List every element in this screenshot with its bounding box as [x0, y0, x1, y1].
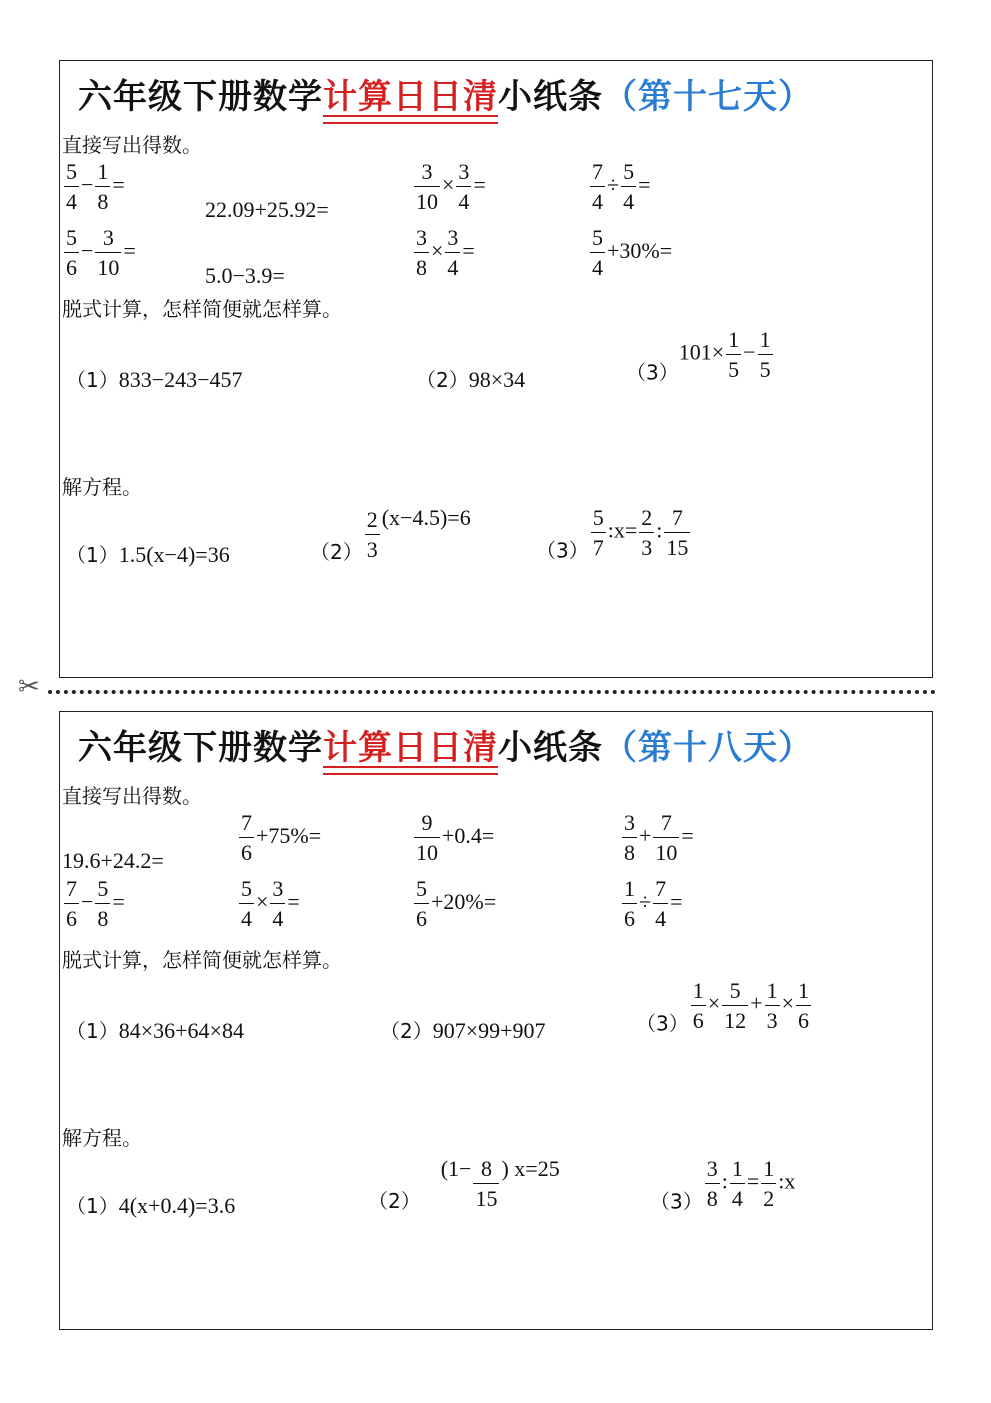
cut-line — [48, 690, 936, 694]
direct-item: $\frac{3}{8}$ × $\frac{3}{4}$ = — [416, 225, 475, 280]
equation-item: （3） $\frac{5}{7}$ :x= $\frac{2}{3}$ : $\frac{7}{15}$ — [536, 505, 689, 563]
direct-item: $\frac{1}{6}$ ÷ $\frac{7}{4}$ = — [624, 876, 683, 931]
steps-item: （1）84×36+64×84 — [66, 1018, 244, 1043]
equation-item: （1）4(x+0.4)=3.6 — [66, 1193, 236, 1218]
direct-item: 22.09+25.92= — [205, 197, 329, 222]
worksheet-day-18 — [59, 711, 933, 1330]
direct-item: $\frac{5}{4}$ +30%= — [592, 225, 673, 280]
steps-item: （2）907×99+907 — [380, 1018, 546, 1043]
steps-heading: 脱式计算，怎样简便就怎样算。 — [62, 297, 342, 321]
scissors-icon: ✂ — [18, 672, 40, 702]
steps-item: （3）101× $\frac{1}{5}$ − $\frac{1}{5}$ — [626, 327, 771, 385]
direct-item: $\frac{7}{4}$ ÷ $\frac{5}{4}$ = — [592, 159, 651, 214]
direct-item: $\frac{5}{4}$ × $\frac{3}{4}$ = — [241, 876, 300, 931]
equation-item: （3） $\frac{3}{8}$ : $\frac{1}{4}$ = $\frac{1}{2}$ :x — [650, 1156, 796, 1214]
equation-item: （2）(1− $\frac{8}{15}$ ) x=25 — [368, 1155, 560, 1213]
equation-item: （2） $\frac{2}{3}$ (x−4.5)=6 — [310, 505, 471, 564]
sheet-title: 六年级下册数学计算日日清小纸条（第十八天） — [78, 720, 813, 769]
sheet-title: 六年级下册数学计算日日清小纸条（第十七天） — [78, 69, 813, 118]
direct-item: $\frac{7}{6}$ − $\frac{5}{8}$ = — [66, 876, 125, 931]
worksheet-day-17 — [59, 60, 933, 678]
steps-item: （1）833−243−457 — [66, 367, 243, 392]
direct-item: $\frac{5}{4}$ − $\frac{1}{8}$ = — [66, 159, 125, 214]
direct-heading: 直接写出得数。 — [62, 133, 202, 157]
direct-item: $\frac{5}{6}$ +20%= — [416, 876, 497, 931]
direct-item: $\frac{3}{10}$ × $\frac{3}{4}$ = — [416, 159, 486, 214]
direct-item: $\frac{3}{8}$ + $\frac{7}{10}$ = — [624, 810, 694, 865]
steps-item: （3） $\frac{1}{6}$ × $\frac{5}{12}$ + $\frac{1}{3}$ × $\frac{1}{6}$ — [636, 978, 809, 1036]
direct-item: 5.0−3.9= — [205, 263, 285, 288]
direct-item: $\frac{9}{10}$ +0.4= — [416, 810, 495, 865]
direct-item: $\frac{5}{6}$ − $\frac{3}{10}$ = — [66, 225, 136, 280]
equations-heading: 解方程。 — [62, 475, 142, 499]
steps-item: （2）98×34 — [416, 367, 526, 392]
steps-heading: 脱式计算，怎样简便就怎样算。 — [62, 948, 342, 972]
direct-item: 19.6+24.2= — [62, 848, 164, 873]
direct-item: $\frac{7}{6}$ +75%= — [241, 810, 322, 865]
direct-heading: 直接写出得数。 — [62, 784, 202, 808]
equation-item: （1）1.5(x−4)=36 — [66, 542, 230, 567]
equations-heading: 解方程。 — [62, 1126, 142, 1150]
